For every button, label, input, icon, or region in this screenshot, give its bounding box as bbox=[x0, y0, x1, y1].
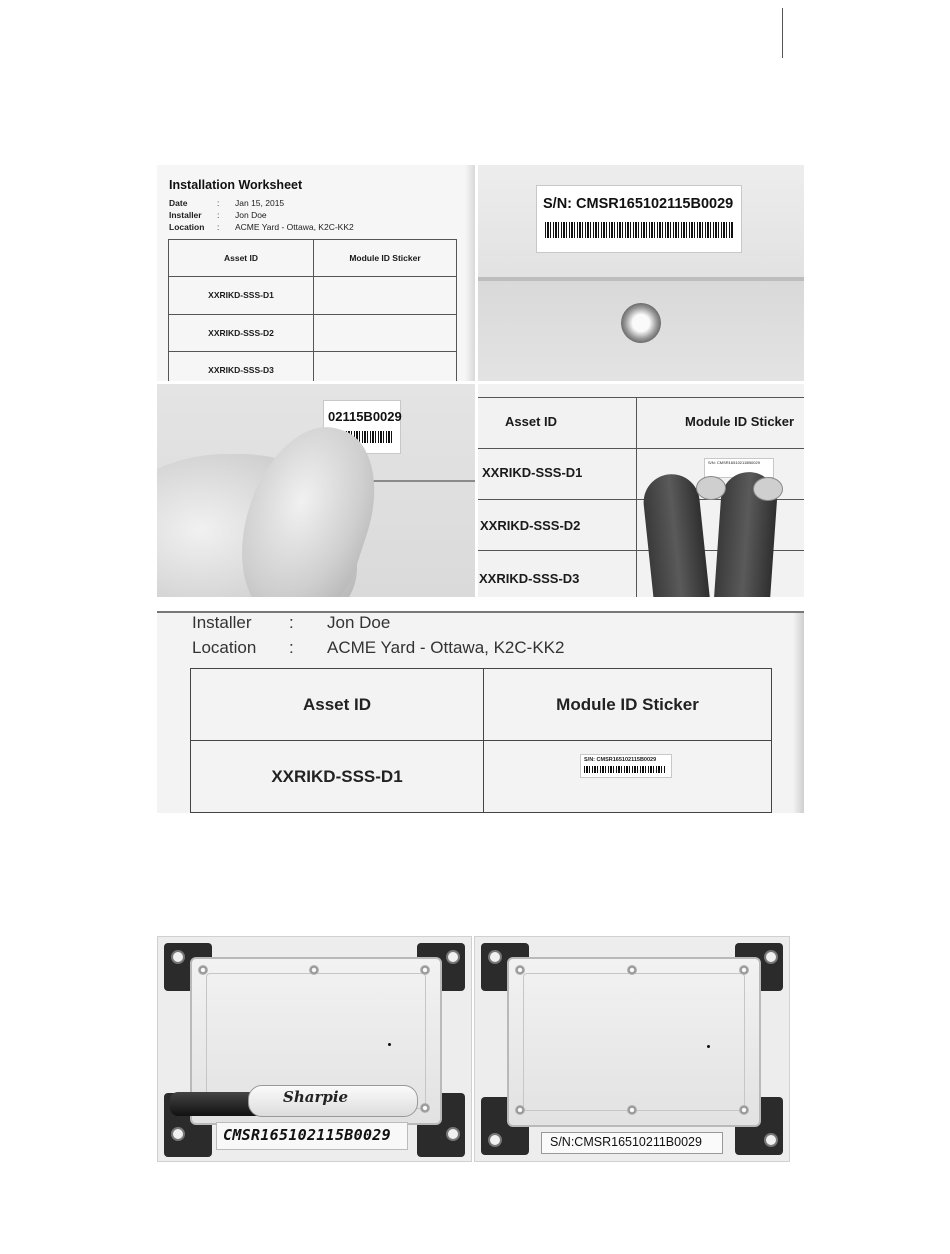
marker-brand: Sharpie bbox=[283, 1088, 349, 1106]
lid-panel bbox=[523, 973, 745, 1111]
handwritten-serial: CMSR165102115B0029 bbox=[223, 1126, 391, 1144]
mounting-hole-icon bbox=[488, 1133, 502, 1147]
screw-icon bbox=[198, 965, 208, 975]
installer-key: Installer bbox=[192, 613, 252, 632]
mounting-hole-icon bbox=[446, 950, 460, 964]
asset-id-cell bbox=[191, 813, 484, 814]
fingernail-icon bbox=[753, 477, 783, 501]
header-asset-id: Asset ID bbox=[505, 414, 558, 429]
surface-seam bbox=[362, 480, 475, 482]
enclosure-sticker-photo bbox=[478, 165, 804, 381]
screw-icon bbox=[627, 1105, 637, 1115]
table-rule bbox=[636, 397, 637, 597]
paper-edge bbox=[465, 165, 475, 381]
location-value: ACME Yard - Ottawa, K2C-KK2 bbox=[235, 222, 354, 232]
zoomed-table bbox=[190, 668, 772, 813]
peeling-sticker-text: 02115B0029 bbox=[328, 409, 402, 424]
sticker-cell bbox=[314, 351, 457, 381]
worksheet-location-row bbox=[169, 222, 459, 234]
photo-edge bbox=[157, 611, 804, 613]
header-module-id-sticker: Module ID Sticker bbox=[484, 669, 772, 741]
table-row bbox=[169, 314, 457, 351]
peeling-sticker-photo bbox=[157, 384, 475, 597]
table-header-row bbox=[191, 669, 772, 741]
header-asset-id: Asset ID bbox=[169, 240, 314, 277]
installer-value: Jon Doe bbox=[327, 613, 391, 632]
serial-sticker bbox=[536, 185, 742, 253]
asset-id-cell: XXRIKD-SSS-D1 bbox=[169, 277, 314, 314]
date-sep: : bbox=[217, 198, 220, 208]
header-module-id-sticker: Module ID Sticker bbox=[314, 240, 457, 277]
location-value: ACME Yard - Ottawa, K2C-KK2 bbox=[327, 638, 565, 657]
table-row bbox=[169, 351, 457, 381]
sticker-cell bbox=[314, 277, 457, 314]
table-rule bbox=[478, 448, 804, 449]
installer-value: Jon Doe bbox=[235, 210, 267, 220]
mounting-hole-icon bbox=[171, 950, 185, 964]
screw-icon bbox=[515, 965, 525, 975]
paper-edge bbox=[793, 613, 804, 813]
enclosure-lid bbox=[507, 957, 761, 1127]
fingernail-icon bbox=[696, 476, 726, 500]
indicator-dot bbox=[707, 1045, 710, 1048]
worksheet-date-row bbox=[169, 198, 459, 210]
screw-icon bbox=[621, 303, 661, 343]
enclosure-handwritten-photo bbox=[157, 936, 472, 1162]
screw-icon bbox=[739, 1105, 749, 1115]
worksheet-table bbox=[168, 239, 457, 381]
location-key: Location bbox=[169, 222, 205, 232]
installer-key: Installer bbox=[169, 210, 202, 220]
worksheet-title: Installation Worksheet bbox=[169, 178, 303, 192]
asset-id-cell: XXRIKD-SSS-D1 bbox=[482, 465, 583, 480]
applied-sticker bbox=[580, 754, 672, 778]
enclosure-printed-photo bbox=[474, 936, 790, 1162]
sticker-cell bbox=[484, 813, 772, 814]
asset-id-cell: XXRIKD-SSS-D3 bbox=[479, 571, 580, 586]
mounting-hole-icon bbox=[446, 1127, 460, 1141]
table-rule bbox=[478, 397, 804, 398]
printed-serial: S/N:CMSR16510211B0029 bbox=[550, 1135, 702, 1149]
asset-id-cell: XXRIKD-SSS-D3 bbox=[169, 351, 314, 381]
screw-icon bbox=[627, 965, 637, 975]
installer-sep: : bbox=[289, 613, 294, 632]
screw-icon bbox=[515, 1105, 525, 1115]
screw-icon bbox=[420, 1103, 430, 1113]
barcode-icon bbox=[584, 766, 666, 773]
serial-number-text: S/N: CMSR165102115B0029 bbox=[543, 196, 734, 212]
handwritten-label bbox=[216, 1122, 408, 1150]
table-row bbox=[169, 277, 457, 314]
asset-id-cell: XXRIKD-SSS-D1 bbox=[191, 741, 484, 813]
screw-icon bbox=[739, 965, 749, 975]
header-asset-id: Asset ID bbox=[191, 669, 484, 741]
worksheet-installer-row bbox=[169, 210, 459, 222]
installer-sep: : bbox=[217, 210, 220, 220]
date-key: Date bbox=[169, 198, 188, 208]
asset-id-cell: XXRIKD-SSS-D2 bbox=[480, 518, 581, 533]
location-sep: : bbox=[289, 638, 294, 657]
table-row bbox=[191, 741, 772, 813]
printed-label bbox=[541, 1132, 723, 1154]
completed-worksheet-photo bbox=[157, 611, 804, 813]
barcode-icon bbox=[545, 222, 733, 238]
asset-id-cell: XXRIKD-SSS-D2 bbox=[169, 314, 314, 351]
sticker-cell bbox=[314, 314, 457, 351]
mounting-hole-icon bbox=[764, 950, 778, 964]
table-header-row bbox=[169, 240, 457, 277]
screw-icon bbox=[420, 965, 430, 975]
worksheet-photo bbox=[157, 165, 475, 381]
mounting-hole-icon bbox=[764, 1133, 778, 1147]
indicator-dot bbox=[388, 1043, 391, 1046]
page-gutter-rule bbox=[782, 8, 783, 58]
applied-sticker-text: S/N: CMSR165102115B0029 bbox=[584, 757, 657, 763]
mounting-hole-icon bbox=[171, 1127, 185, 1141]
applying-sticker-photo bbox=[478, 384, 804, 597]
table-row bbox=[191, 813, 772, 814]
location-sep: : bbox=[217, 222, 220, 232]
location-key: Location bbox=[192, 638, 257, 657]
date-value: Jan 15, 2015 bbox=[235, 198, 285, 208]
applied-sticker-text: S/N: CMSR165102115B0029 bbox=[708, 460, 760, 465]
marker-icon bbox=[248, 1085, 418, 1117]
screw-icon bbox=[309, 965, 319, 975]
mounting-hole-icon bbox=[488, 950, 502, 964]
header-module-id-sticker: Module ID Sticker bbox=[685, 414, 795, 429]
